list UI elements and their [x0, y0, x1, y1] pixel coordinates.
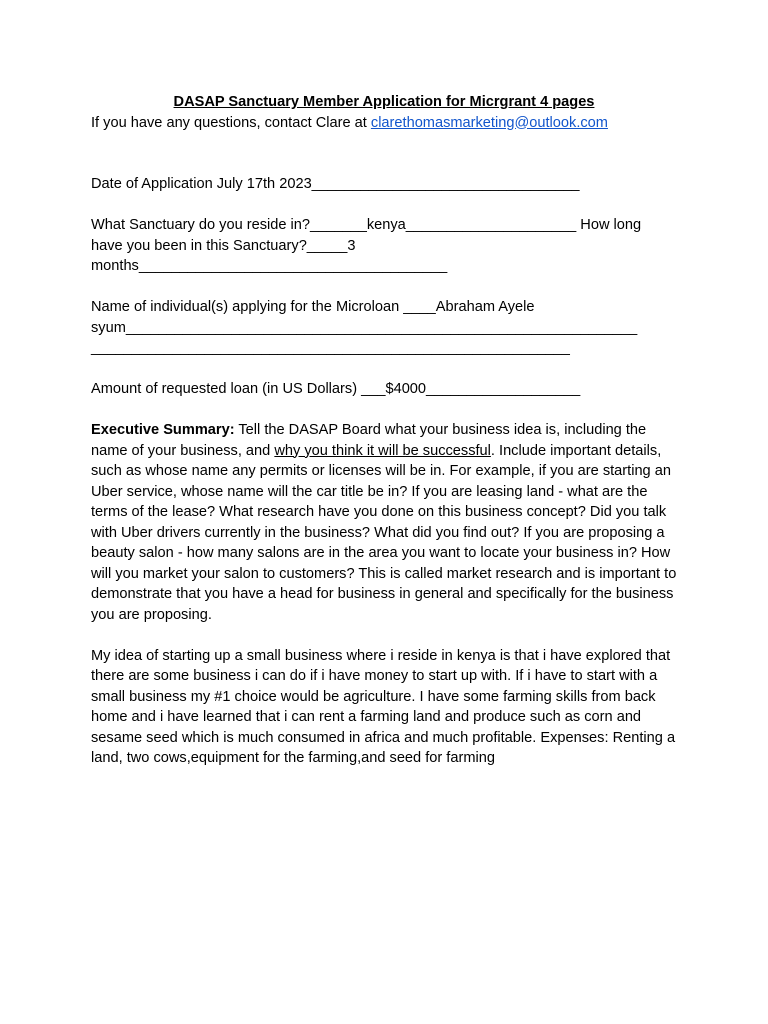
applicant-name-blank-line: ___________________________________________________________ [91, 340, 570, 356]
executive-summary-text-b: . Include important details, such as whose name any permits or licenses will be in. For example, if you are starting an Uber service, whose name will the car title be in? If you are leasing land - what are the terms of the lease? What research have you done on this business concept? Did you talk with Uber drivers currently in the business? What did you find out? If you are proposing a beauty salon - how many salons are in the area you want to locate your business in? How will you market your salon to customers? This is called market research and is important to demonstrate that you have a head for business in general and specifically for the business you are proposing. [91, 442, 677, 623]
executive-summary-label: Executive Summary: [91, 422, 235, 438]
contact-line [91, 113, 681, 134]
sanctuary-duration-continuation: months______________________________________ [91, 258, 448, 274]
date-of-application-field: Date of Application July 17th 2023_________________________________ [91, 176, 580, 192]
applicant-business-answer: My idea of starting up a small business where i reside in kenya is that i have explored that there are some business i can do if i have money to start up with. If i have to start with a small business my #1 choice would be agriculture. I have some farming skills from back home and i have learned that i can rent a farming land and produce such as corn and sesame seed which is much consumed in africa and much profitable. Expenses: Renting a land, two cows,equipment for the farming,and seed for farming [91, 647, 676, 766]
contact-prefix: If you have any questions, contact Clare at [91, 114, 371, 131]
executive-summary-text-a: Tell the DASAP Board what your business idea is, including the name of your business, and [91, 422, 647, 459]
executive-summary-underlined-text: why you think it will be successful [274, 442, 491, 459]
applicant-name-field: Name of individual(s) applying for the Microloan ____Abraham Ayele [91, 299, 535, 315]
document-page [91, 92, 681, 769]
sanctuary-duration-field: have you been in this Sanctuary?_____3 [91, 237, 356, 254]
sanctuary-field: What Sanctuary do you reside in?_______kenya_____________________ How long [91, 217, 642, 233]
applicant-name-continuation: syum_______________________________________________________________ [91, 319, 638, 336]
loan-amount-field: Amount of requested loan (in US Dollars) ___$4000___________________ [91, 381, 581, 397]
document-title: DASAP Sanctuary Member Application for Micrgrant 4 pages [173, 94, 595, 110]
contact-email-link[interactable]: clarethomasmarketing@outlook.com [370, 114, 608, 131]
executive-summary-instructions [91, 420, 681, 625]
